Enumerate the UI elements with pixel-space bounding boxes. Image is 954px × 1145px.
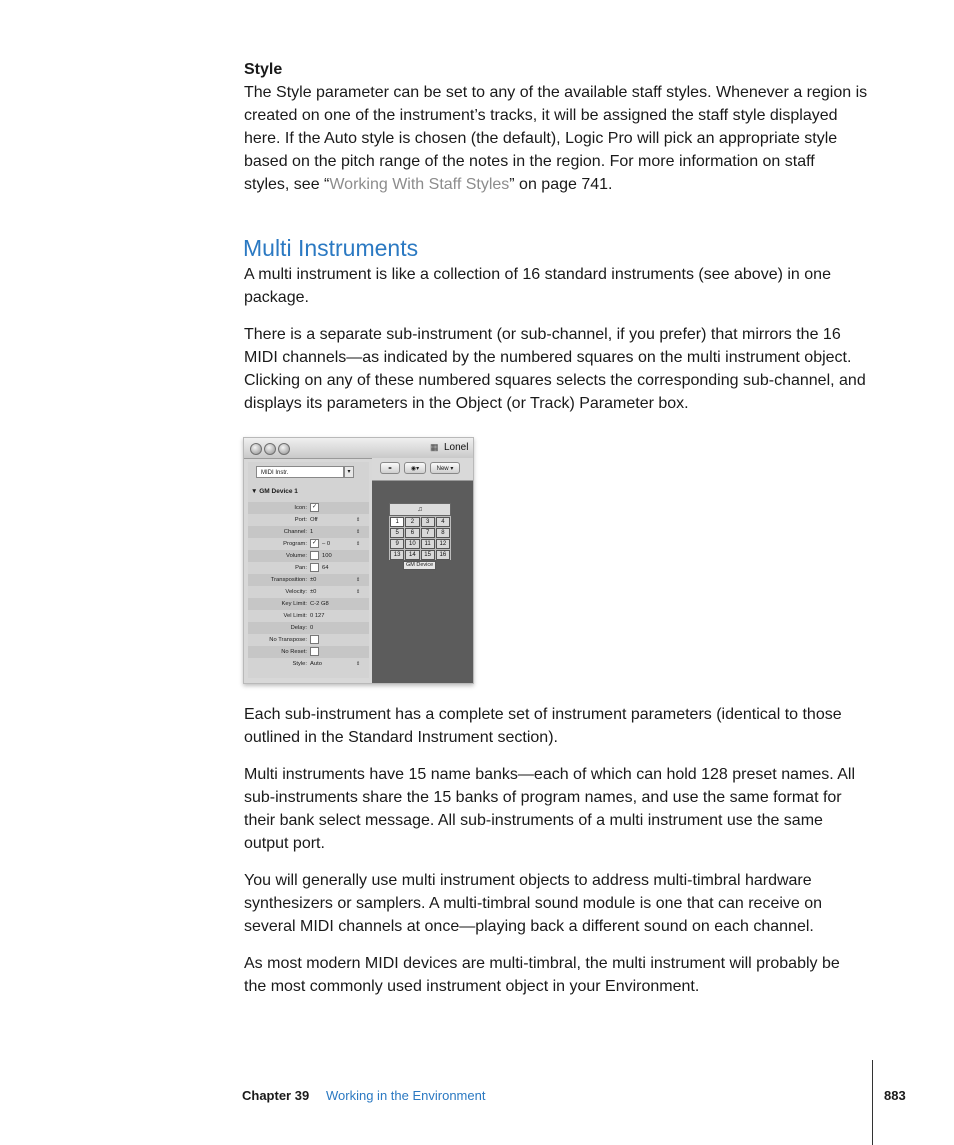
subchannel-square[interactable]: 3 [421,517,435,527]
text-line: the most commonly used instrument object in your Environment. [244,978,700,995]
text-line: Multi instruments have 15 name banks—each of which can hold 128 preset names. All [244,766,855,783]
group-title: GM Device 1 [259,488,298,495]
parameter-label: Delay: [290,625,307,631]
parameter-value[interactable] [310,574,316,586]
stepper-arrows-icon[interactable]: ⇕ [356,661,361,667]
stepper-arrows-icon[interactable]: ⇕ [356,541,361,547]
link-button[interactable]: ⚭ [380,462,400,474]
object-name[interactable]: GM Device [403,561,436,570]
parameter-row[interactable] [248,550,369,562]
parameter-value[interactable] [310,622,313,634]
text-line: based on the pitch range of the notes in the region. For more information on staff [244,153,815,170]
footer-chapter: Chapter 39 [242,1088,310,1103]
parameter-label: Style: [292,661,307,667]
parameter-row[interactable] [248,622,369,634]
parameter-row[interactable] [248,526,369,538]
environment-area [372,458,473,683]
parameter-value[interactable] [310,646,322,658]
new-menu-label: New [436,466,449,472]
style-heading: Style [244,61,283,78]
new-menu-button[interactable]: New ▾ [430,462,460,474]
text-line: synthesizers or samplers. A multi-timbral sound module is one that can receive on [244,895,823,912]
subchannel-square[interactable]: 16 [436,550,450,560]
parameter-label: Channel: [283,529,307,535]
parameter-value-text: 100 [322,553,332,559]
parameter-value[interactable] [310,502,322,514]
paragraph-6 [244,952,874,998]
footer-divider [872,1060,873,1145]
parameter-checkbox[interactable]: ✓ [311,539,318,546]
document-icon: ▦ [430,442,439,452]
parameter-value-text: Off [310,517,318,523]
subchannel-square[interactable]: 10 [405,539,419,549]
disclosure-triangle-icon[interactable]: ▼ [251,488,260,495]
parameter-row[interactable] [248,538,369,550]
parameter-value[interactable] [310,538,330,550]
stepper-arrows-icon[interactable]: ⇕ [356,529,361,535]
parameter-value[interactable] [310,514,318,526]
footer-chapter-title[interactable]: Working in the Environment [326,1088,486,1103]
window-titlebar [244,438,473,459]
parameter-label: Transposition: [270,577,307,583]
parameter-group-header[interactable] [251,486,367,497]
parameter-label: Icon: [294,505,307,511]
instrument-icon[interactable]: ♫ [389,503,451,516]
parameter-row[interactable] [248,634,369,646]
parameter-value-text: – 0 [322,541,331,547]
parameter-label: Vel Limit: [283,613,307,619]
close-light-icon[interactable] [250,443,262,455]
style-paragraph [244,81,874,196]
subchannel-square[interactable]: 4 [436,517,450,527]
parameter-value[interactable] [310,550,332,562]
stepper-arrows-icon[interactable]: ⇕ [356,517,361,523]
text-line: outlined in the Standard Instrument section). [244,729,558,746]
subchannel-grid [389,516,451,560]
text-line: MIDI channels—as indicated by the numbered squares on the multi instrument object. [244,349,852,366]
popup-arrow-icon[interactable]: ▾ [344,466,354,478]
minimize-light-icon[interactable] [264,443,276,455]
text-line: output port. [244,835,325,852]
parameter-label: No Reset: [281,649,307,655]
parameter-label: Volume: [286,553,307,559]
subchannel-square[interactable]: 5 [390,528,404,538]
text-line: their bank select message. All sub-instruments of a multi instrument use the same [244,812,823,829]
parameter-value[interactable] [310,634,322,646]
section-title: Multi Instruments [243,235,419,261]
text-line: As most modern MIDI devices are multi-timbral, the multi instrument will probably be [244,955,840,972]
text-line: displays its parameters in the Object (or Track) Parameter box. [244,395,689,412]
parameter-row[interactable] [248,658,369,670]
parameter-row[interactable] [248,502,369,514]
parameter-label: Program: [283,541,307,547]
parameter-value-text: 0 127 [310,613,325,619]
subchannel-square[interactable]: 7 [421,528,435,538]
text-line: package. [244,289,309,306]
parameter-value[interactable] [310,586,316,598]
parameter-checkbox[interactable] [310,635,319,644]
parameter-row[interactable] [248,562,369,574]
window-title: Lonel [444,442,469,453]
text-fragment: styles, see “ [244,176,330,193]
text-line: The Style parameter can be set to any of the available staff styles. Whenever a region is [244,84,868,101]
parameter-value[interactable] [310,526,313,538]
subchannel-square[interactable]: 2 [405,517,419,527]
paragraph-2 [244,323,874,415]
staff-styles-link[interactable]: Working With Staff Styles [329,176,510,193]
subchannel-square[interactable]: 9 [390,539,404,549]
parameter-value[interactable] [310,610,325,622]
paragraph-1 [244,263,874,309]
parameter-value-text: ±0 [310,589,317,595]
parameter-label: No Transpose: [269,637,307,643]
text-line: here. If the Auto style is chosen (the default), Logic Pro will pick an appropriate style [244,130,838,147]
subchannel-square[interactable]: 11 [421,539,435,549]
multi-instrument-object[interactable] [389,503,451,569]
subchannel-square[interactable]: 12 [436,539,450,549]
stepper-arrows-icon[interactable]: ⇕ [356,589,361,595]
parameter-label: Velocity: [285,589,307,595]
text-line: Clicking on any of these numbered squares selects the corresponding sub-channel, and [244,372,866,389]
parameter-row[interactable] [248,514,369,526]
text-line: You will generally use multi instrument objects to address multi-timbral hardware [244,872,812,889]
parameter-row[interactable] [248,646,369,658]
parameter-value-text: 0 [310,625,314,631]
midi-thru-button[interactable]: ◉▾ [404,462,426,474]
parameter-value-text: 64 [322,565,329,571]
stepper-arrows-icon[interactable]: ⇕ [356,577,361,583]
zoom-light-icon[interactable] [278,443,290,455]
text-line: created on one of the instrument’s tracks, it will be assigned the staff style displayed [244,107,838,124]
text-line: There is a separate sub-instrument (or sub-channel, if you prefer) that mirrors the 16 [244,326,841,343]
text-line [244,173,874,196]
environment-screenshot [243,437,474,684]
subchannel-square[interactable]: 15 [421,550,435,560]
parameter-checkbox[interactable] [310,563,319,572]
paragraph-5 [244,869,874,938]
text-fragment: ” on page 741. [509,176,613,193]
parameter-row[interactable] [248,598,369,610]
page-number: 883 [884,1088,906,1103]
parameter-value-text: Auto [310,661,322,667]
parameter-label: Pan: [295,565,307,571]
subchannel-square[interactable]: 8 [436,528,450,538]
parameter-label: Key Limit: [281,601,307,607]
subchannel-square[interactable]: 13 [390,550,404,560]
parameter-row[interactable] [248,574,369,586]
object-inspector [248,462,369,678]
layer-popup[interactable]: MIDI Instr. [256,466,344,478]
parameter-value-text: ±0 [310,577,317,583]
text-line: several MIDI channels at once—playing back a different sound on each channel. [244,918,814,935]
text-line: Each sub-instrument has a complete set of instrument parameters (identical to those [244,706,842,723]
environment-toolbar [372,458,473,481]
parameter-value-text: 1 [310,529,314,535]
parameter-checkbox[interactable] [310,647,319,656]
paragraph-3 [244,703,874,749]
parameter-row[interactable] [248,610,369,622]
text-line: A multi instrument is like a collection of 16 standard instruments (see above) in one [244,266,831,283]
parameter-value-text: C-2 G8 [310,601,329,607]
paragraph-4 [244,763,874,855]
parameter-checkbox[interactable] [310,551,319,560]
parameter-value[interactable] [310,658,322,670]
subchannel-square[interactable]: 1 [390,517,404,527]
subchannel-square[interactable]: 14 [405,550,419,560]
parameter-value[interactable] [310,598,329,610]
parameter-row[interactable] [248,586,369,598]
text-line: sub-instruments share the 15 banks of program names, and use the same format for [244,789,842,806]
parameter-value[interactable] [310,562,328,574]
parameter-checkbox[interactable]: ✓ [311,503,318,510]
subchannel-square[interactable]: 6 [405,528,419,538]
parameter-label: Port: [294,517,307,523]
